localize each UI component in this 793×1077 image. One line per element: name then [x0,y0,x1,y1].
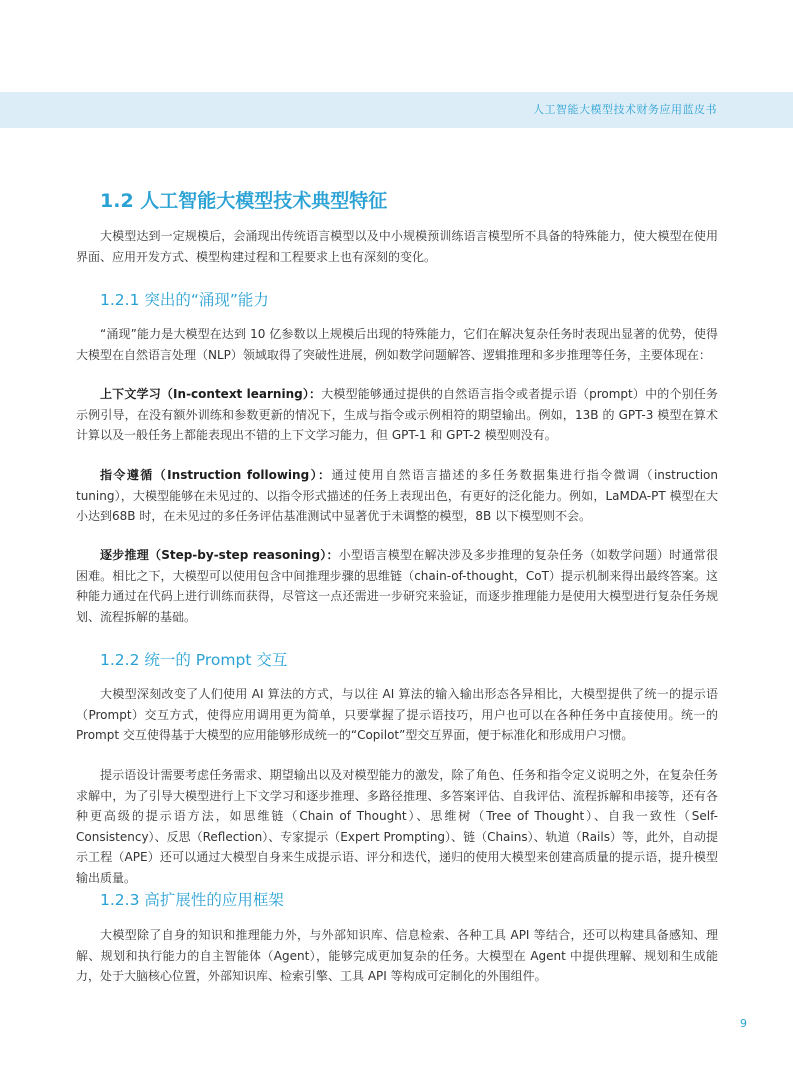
subsection-heading-framework: 1.2.3 高扩展性的应用框架 [100,891,284,909]
item-term: 指令遵循（Instruction following）： [100,468,332,482]
page-number: 9 [740,1017,747,1030]
item-text: 大模型能够通过提供的自然语言指令或者提示语（prompt）中的个别任务示例引导，在没有额外训练和参数更新的情况下，生成与指令或示例相符的期望输出。例如，13B 的 GPT-3 模型在算术计算以及一般任务上都能表现出不错的上下文学习能力，但 GPT-1 和 GPT-2 模型则没有。 [76,387,718,442]
prompt-paragraph-1: 大模型深刻改变了人们使用 AI 算法的方式，与以往 AI 算法的输入输出形态各异相比，大模型提供了统一的提示语（Prompt）交互方式，使得应用调用更为简单，只要掌握了提示语技巧，用户也可以在各种任务中直接使用。统一的 Prompt 交互使得基于大模型的应用能够形成统一的“Copilot”型交互界面，便于标准化和形成用户习惯。 [76,687,718,742]
item-text: 通过使用自然语言描述的多任务数据集进行指令微调（instruction tuning），大模型能够在未见过的、以指令形式描述的任务上表现出色，有更好的泛化能力。例如，LaMDA-PT 模型在大小达到68B 时，在未见过的多任务评估基准测试中显著优于未调整的模型，8B 以下模型则不会。 [76,468,718,523]
subsection-heading-prompt: 1.2.2 统一的 Prompt 交互 [100,651,288,669]
section-heading: 1.2 人工智能大模型技术典型特征 [100,190,388,212]
item-instruction-following [76,465,718,527]
document-title: 人工智能大模型技术财务应用蓝皮书 [533,103,717,116]
header-band [0,92,793,128]
emergence-intro: “涌现”能力是大模型在达到 10 亿参数以上规模后出现的特殊能力，它们在解决复杂任务时表现出显著的优势，使得大模型在自然语言处理（NLP）领域取得了突破性进展，例如数学问题解答、逻辑推理和多步推理等任务，主要体现在： [76,327,718,362]
item-term: 上下文学习（In-context learning）： [100,387,322,401]
item-in-context-learning [76,384,718,446]
section-intro: 大模型达到一定规模后，会涌现出传统语言模型以及中小规模预训练语言模型所不具备的特殊能力，使大模型在使用界面、应用开发方式、模型构建过程和工程要求上也有深刻的变化。 [76,229,718,264]
framework-paragraph-1: 大模型除了自身的知识和推理能力外，与外部知识库、信息检索、各种工具 API 等结合，还可以构建具备感知、理解、规划和执行能力的自主智能体（Agent），能够完成更加复杂的任务。大模型在 Agent 中提供理解、规划和生成能力，处于大脑核心位置，外部知识库、检索引擎、工具 API 等构成可定制化的外围组件。 [76,928,718,983]
item-step-by-step-reasoning [76,545,718,627]
item-term: 逐步推理（Step-by-step reasoning）： [100,548,339,562]
item-text: 小型语言模型在解决涉及多步推理的复杂任务（如数学问题）时通常很困难。相比之下，大模型可以使用包含中间推理步骤的思维链（chain-of-thought，CoT）提示机制来得出最终答案。这种能力通过在代码上进行训练而获得，尽管这一点还需进一步研究来验证，而逐步推理能力是使用大模型进行复杂任务规划、流程拆解的基础。 [76,548,718,624]
prompt-paragraph-2: 提示语设计需要考虑任务需求、期望输出以及对模型能力的激发，除了角色、任务和指令定义说明之外，在复杂任务求解中，为了引导大模型进行上下文学习和逐步推理、多路径推理、多答案评估、自我评估、流程拆解和串接等，还有各种更高级的提示语方法，如思维链（Chain of Thought）、思维树（Tree of Thought）、自我一致性（Self-Consistency）、反思（Reflection）、专家提示（Expert Prompting）、链（Chains）、轨道（Rails）等，此外，自动提示工程（APE）还可以通过大模型自身来生成提示语、评分和迭代，递归的使用大模型来创建高质量的提示语，提升模型输出质量。 [76,768,718,885]
subsection-heading-emergence: 1.2.1 突出的“涌现”能力 [100,291,269,309]
